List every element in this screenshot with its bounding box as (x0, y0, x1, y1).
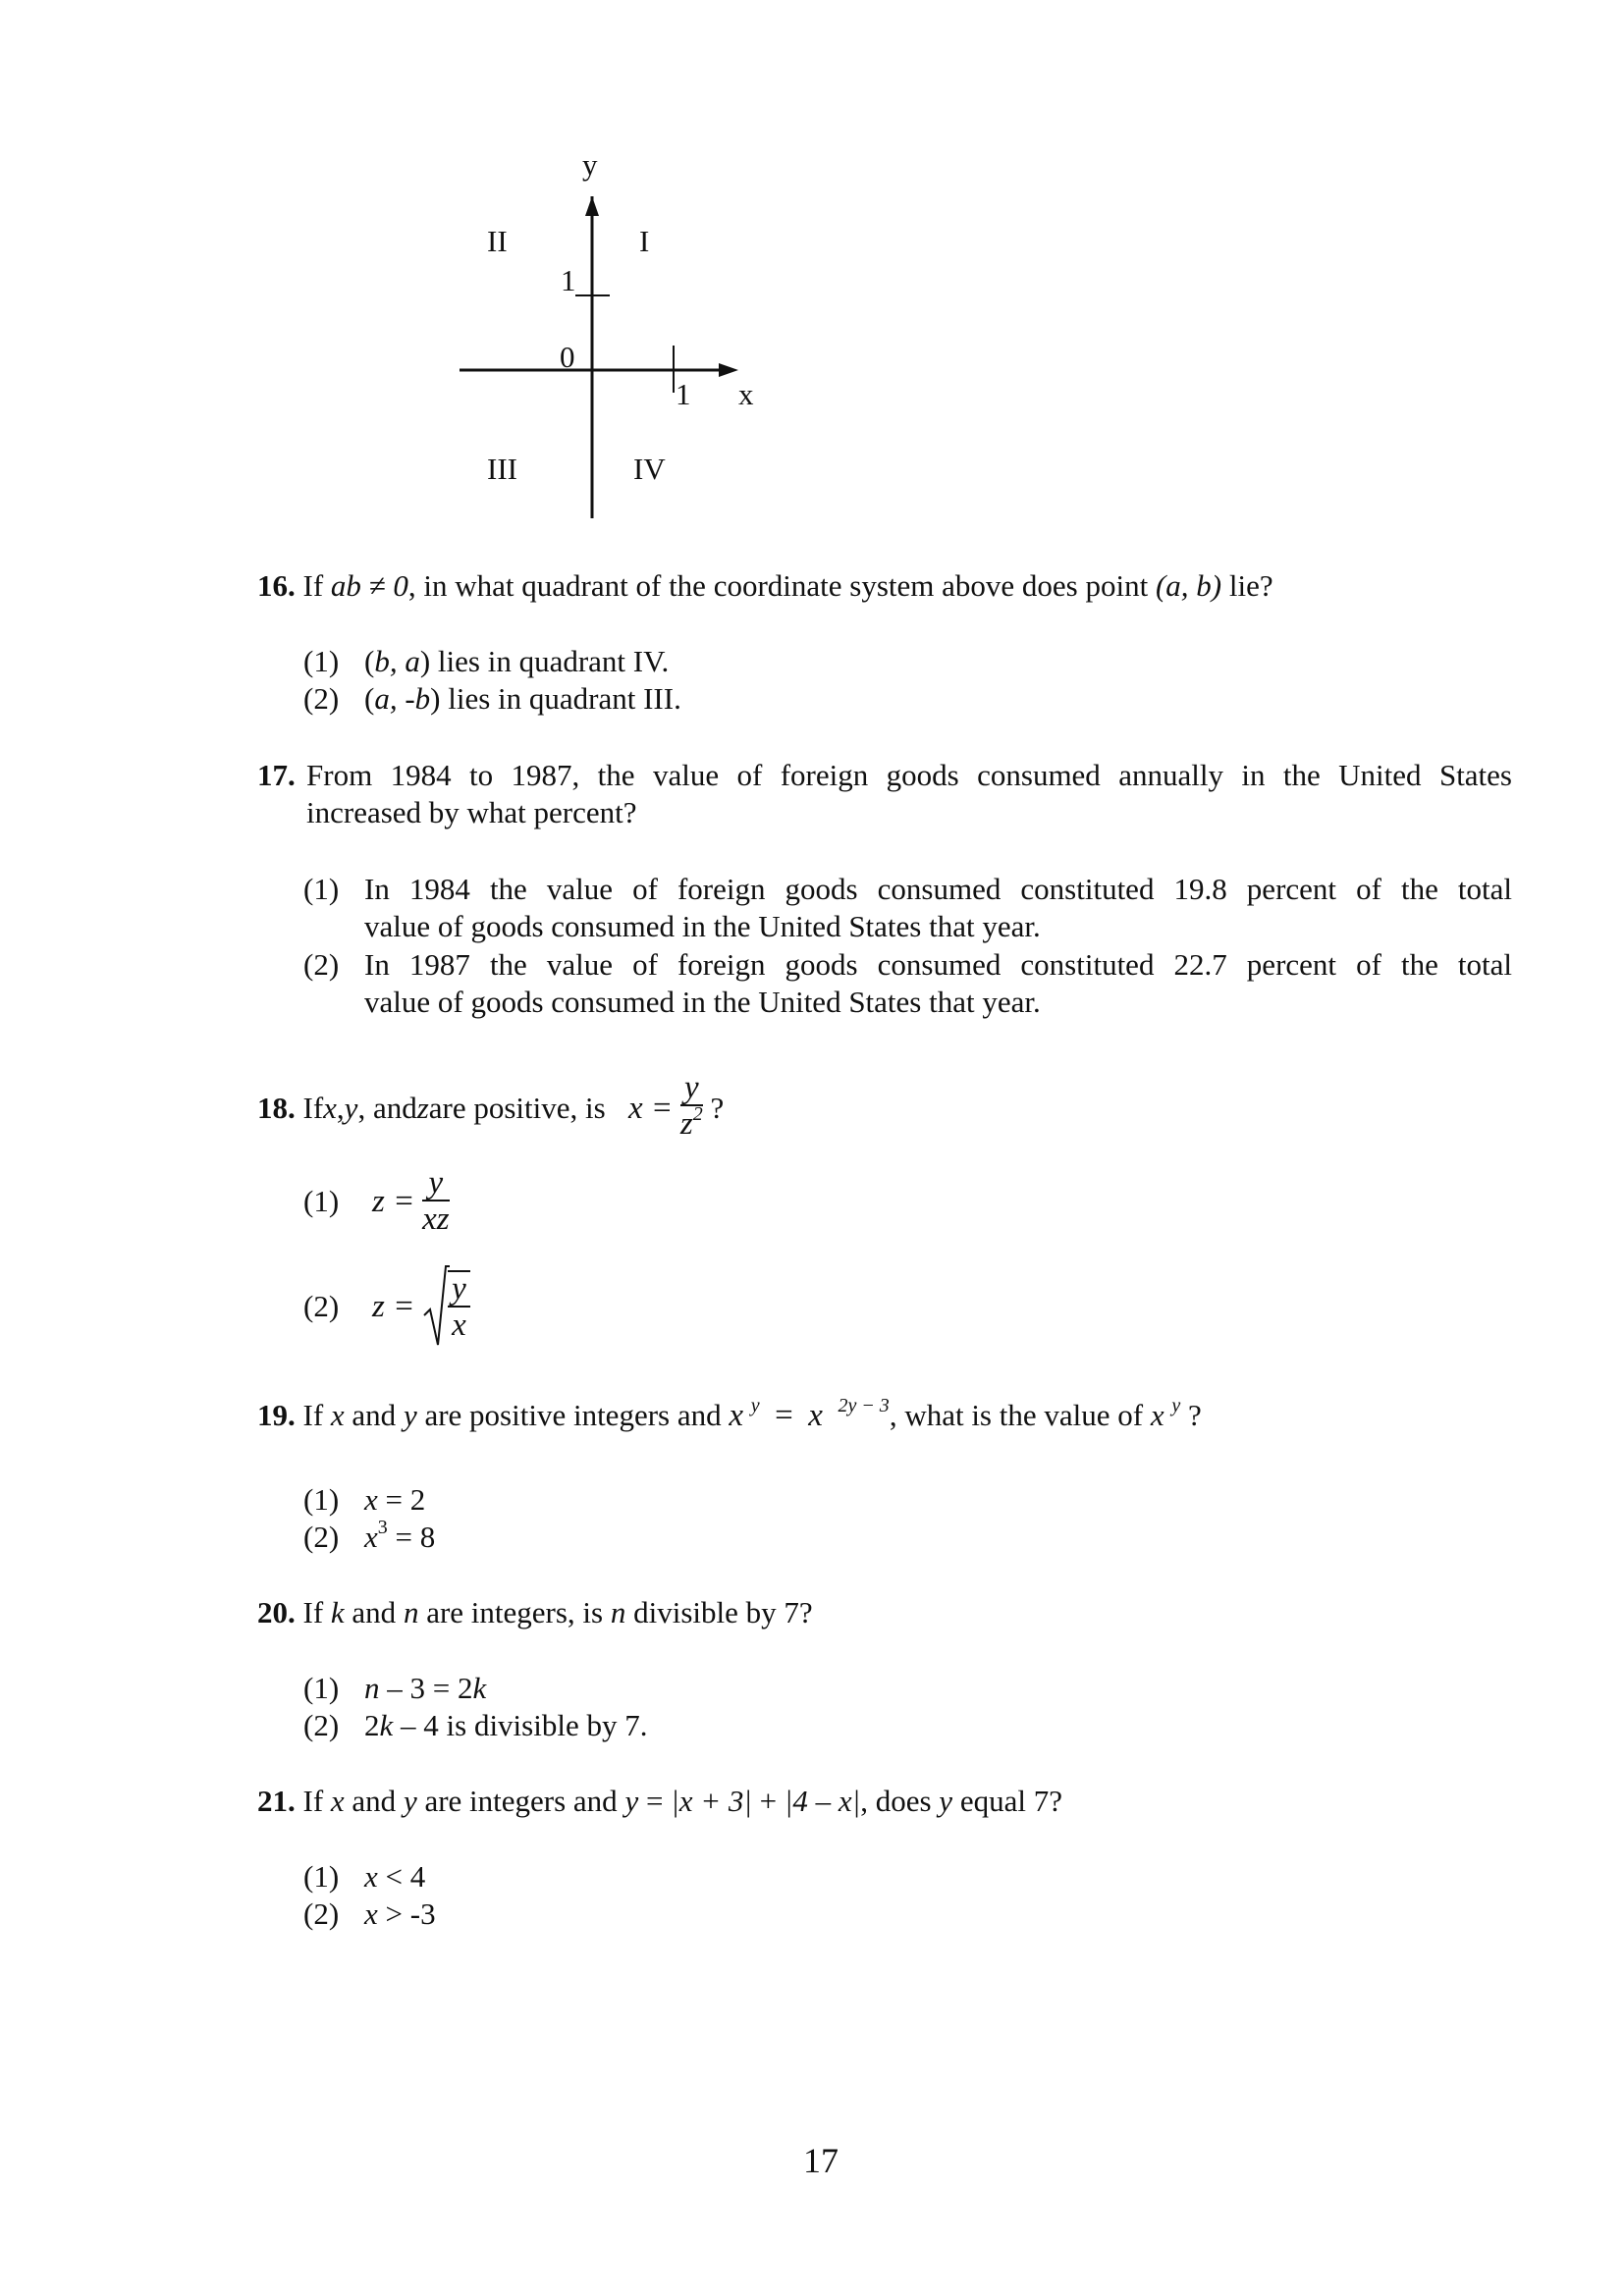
question-number: 17. (257, 758, 296, 792)
question-number: 21. (257, 1784, 296, 1818)
quadrant-4-label: IV (633, 452, 666, 486)
x-axis-label: x (738, 377, 754, 411)
statement-label: (2) (303, 681, 340, 716)
question-number: 16. (257, 568, 296, 603)
statement-label: (2) (303, 947, 340, 982)
statement-label: (1) (303, 644, 340, 678)
question-number: 18. (257, 1091, 296, 1125)
fraction: $\frac{y}{xz}$ (422, 1165, 450, 1237)
statement-label: (1) (303, 1859, 340, 1894)
question-20-stem: 20. If k and n are integers, is n divisible by 7? (257, 1595, 813, 1629)
fraction: $\frac{y}{z^2}$ (679, 1070, 703, 1142)
question-18-statement-1: (1) z = $\frac{y}{xz}$ (303, 1165, 450, 1237)
question-18-stem: 18. If x , y , and z are positive, is x = $\frac{y}{z^2}$ ? (257, 1071, 724, 1146)
question-21-statement-1: (1) x < 4 (303, 1859, 426, 1894)
x-axis-arrow (719, 363, 738, 377)
question-number: 19. (257, 1398, 296, 1432)
question-21-statement-2: (2) x > -3 (303, 1896, 436, 1931)
question-number: 20. (257, 1595, 296, 1629)
question-19-statement-2: (2) $x^3 = 8$ (303, 1517, 436, 1554)
origin-label: 0 (560, 340, 575, 374)
question-17-stem: 17. From 1984 to 1987, the value of foreign goods consumed annually in the United States increased by what percent? (257, 758, 1512, 829)
question-18-statement-2: (2) z = $\frac{y}{x}$ (303, 1264, 470, 1349)
y-tick-label: 1 (561, 263, 576, 297)
question-16-statement-1: (1) (b, a) lies in quadrant IV. (303, 644, 670, 678)
radical-sign-icon (422, 1264, 450, 1349)
equation-lhs: x = (627, 1091, 674, 1126)
question-19-stem: 19. If x and y are positive integers and x $^y$ = x $^{2y - 3}$, what is the value of x $^y$ ? (257, 1395, 1202, 1433)
question-20-statement-2: (2) 2k – 4 is divisible by 7. (303, 1708, 648, 1742)
statement-label: (2) (303, 1896, 340, 1931)
question-19-statement-1: (1) x = 2 (303, 1482, 426, 1517)
quadrant-3-label: III (487, 452, 517, 486)
question-21-stem: 21. If x and y are integers and y = |x + 3| + |4 – x|, does y equal 7? (257, 1784, 1062, 1818)
question-17-statement-1: (1) In 1984 the value of foreign goods consumed constituted 19.8 percent of the total value of goods consumed in the United States that year. (303, 872, 1512, 943)
question-16-stem: 16. If ab ≠ 0, in what quadrant of the coordinate system above does point (a, b) lie? (257, 568, 1273, 603)
statement-label: (1) (303, 1671, 340, 1705)
x-tick-label: 1 (676, 377, 691, 411)
statement-label: (2) (303, 1289, 340, 1323)
question-17-statement-2: (2) In 1987 the value of foreign goods consumed constituted 22.7 percent of the total value of goods consumed in the United States that year. (303, 947, 1512, 1019)
statement-label: (1) (303, 1184, 340, 1218)
fraction: $\frac{y}{x}$ (448, 1270, 470, 1343)
square-root (422, 1264, 470, 1349)
statement-label: (1) (303, 872, 340, 906)
question-20-statement-1: (1) n – 3 = 2k (303, 1671, 487, 1705)
page-number: 17 (803, 2141, 839, 2180)
statement-label: (2) (303, 1708, 340, 1742)
quadrant-1-label: I (639, 224, 650, 258)
y-axis-label: y (582, 147, 598, 182)
statement-label: (1) (303, 1482, 340, 1517)
statement-label: (2) (303, 1520, 340, 1554)
y-axis-arrow (585, 196, 599, 216)
quadrant-2-label: II (487, 224, 508, 258)
question-16-statement-2: (2) (a, -b) lies in quadrant III. (303, 681, 681, 716)
